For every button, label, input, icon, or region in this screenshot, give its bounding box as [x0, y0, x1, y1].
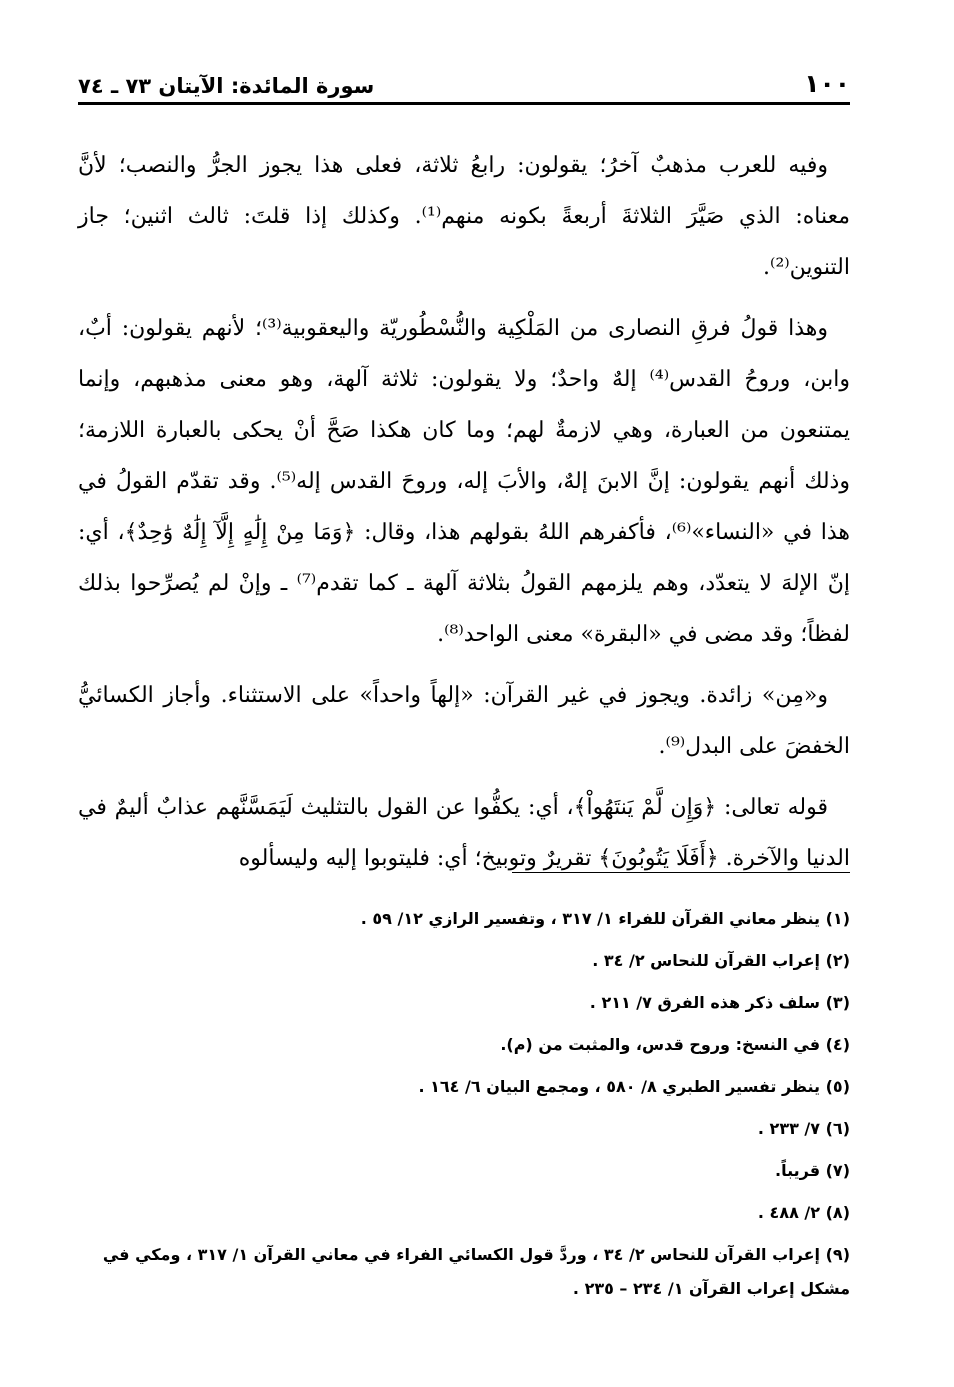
footnote-5: (٥) ينظر تفسير الطبري ٨/ ٥٨٠ ، ومجمع البيان ٦/ ١٦٤ .: [418, 1077, 850, 1096]
footnote-9: (٩) إعراب القرآن للنحاس ٢/ ٣٤ ، وردَّ قول الكسائي الفراء في معاني القرآن ١/ ٣١٧ ، ومكي في مشكل إعراب القرآن ١/ ٢٣٤ – ٢٣٥ .: [102, 1245, 850, 1298]
paragraph-4: قوله تعالى: ﴿وَإِن لَّمْ يَنتَهُواْ﴾، أي: يكفُّوا عن القول بالتثليث لَيَمَسَّنَّهم عذابٌ أليمٌ في الدنيا والآخرة. ﴿أَفَلَا يَتُوبُونَ﴾ تقريرٌ وتوبيخ؛ أي: فليتوبوا إليه وليسألوه: [78, 795, 850, 871]
paragraph-1: وفيه للعرب مذهبٌ آخرُ؛ يقولون: رابعُ ثلاثة، فعلى هذا يجوز الجرُّ والنصب؛ لأنَّ معناه: الذي صَيَّرَ الثلاثةَ أربعةً بكونه منهم⁽¹⁾. وكذلك إذا قلتَ: ثالث اثنين؛ جاز التنوين⁽²⁾.: [78, 153, 850, 280]
paragraph-3: و«مِن» زائدة. ويجوز في غير القرآن: «إلهاً واحداً» على الاستثناء. وأجاز الكسائيُّ الخفضَ على البدل⁽⁹⁾.: [78, 683, 850, 759]
footnote-3: (٣) سلف ذكر هذه الفرق ٧/ ٢١١ .: [589, 993, 850, 1012]
paragraph-2: وهذا قولُ فرقِ النصارى من المَلْكِية والنُّسْطُوريّة واليعقوبية⁽³⁾؛ لأنهم يقولون: أبٌ، وابن، وروحُ القدس⁽⁴⁾ إلهٌ واحدٌ؛ ولا يقولون: ثلاثة آلهة، وهو معنى مذهبهم، وإنما يمتنعون من العبارة، وهي لازمةٌ لهم؛ وما كان هكذا صَحَّ أنْ يحكى بالعبارة اللازمة؛ وذلك أنهم يقولون: إنَّ الابنَ إلهٌ، والأبَ إله، وروحَ القدس إله⁽⁵⁾. وقد تقدّم القولُ في هذا في «النساء»⁽⁶⁾، فأكفرهم اللهُ بقولهم هذا، وقال: ﴿وَمَا مِنْ إِلَٰهٍ إِلَّآ إِلَٰهٌ وَٰحِدٌ﴾، أي: إنّ الإلهَ لا يتعدّد، وهم يلزمهم القولُ بثلاثة آلهة ـ كما تقدم⁽⁷⁾ ـ وإنْ لم يُصرِّحوا بذلك لفظاً؛ وقد مضى في «البقرة» معنى الواحد⁽⁸⁾.: [78, 316, 850, 647]
footnote-6: (٦) ٧/ ٢٣٣ .: [757, 1119, 850, 1138]
page-number: ١٠٠: [804, 69, 850, 98]
page-header: [78, 62, 850, 98]
footnote-7: (٧) قريباً.: [774, 1161, 850, 1180]
header-rule: [78, 102, 850, 105]
running-head: سورة المائدة: الآيتان ٧٣ ـ ٧٤: [78, 74, 375, 98]
footnote-8: (٨) ٢/ ٤٨٨ .: [757, 1203, 850, 1222]
footnote-2: (٢) إعراب القرآن للنحاس ٢/ ٣٤ .: [592, 951, 850, 970]
main-text: [78, 140, 850, 894]
footnotes: [78, 898, 850, 1306]
footnote-4: (٤) في النسخ: وروح قدس، والمثبت من (م).: [500, 1035, 850, 1054]
footnote-1: (١) ينظر معاني القرآن للفراء ١/ ٣١٧ ، وتفسير الرازي ١٢/ ٥٩ .: [360, 909, 850, 928]
footnote-rule: [512, 872, 850, 873]
